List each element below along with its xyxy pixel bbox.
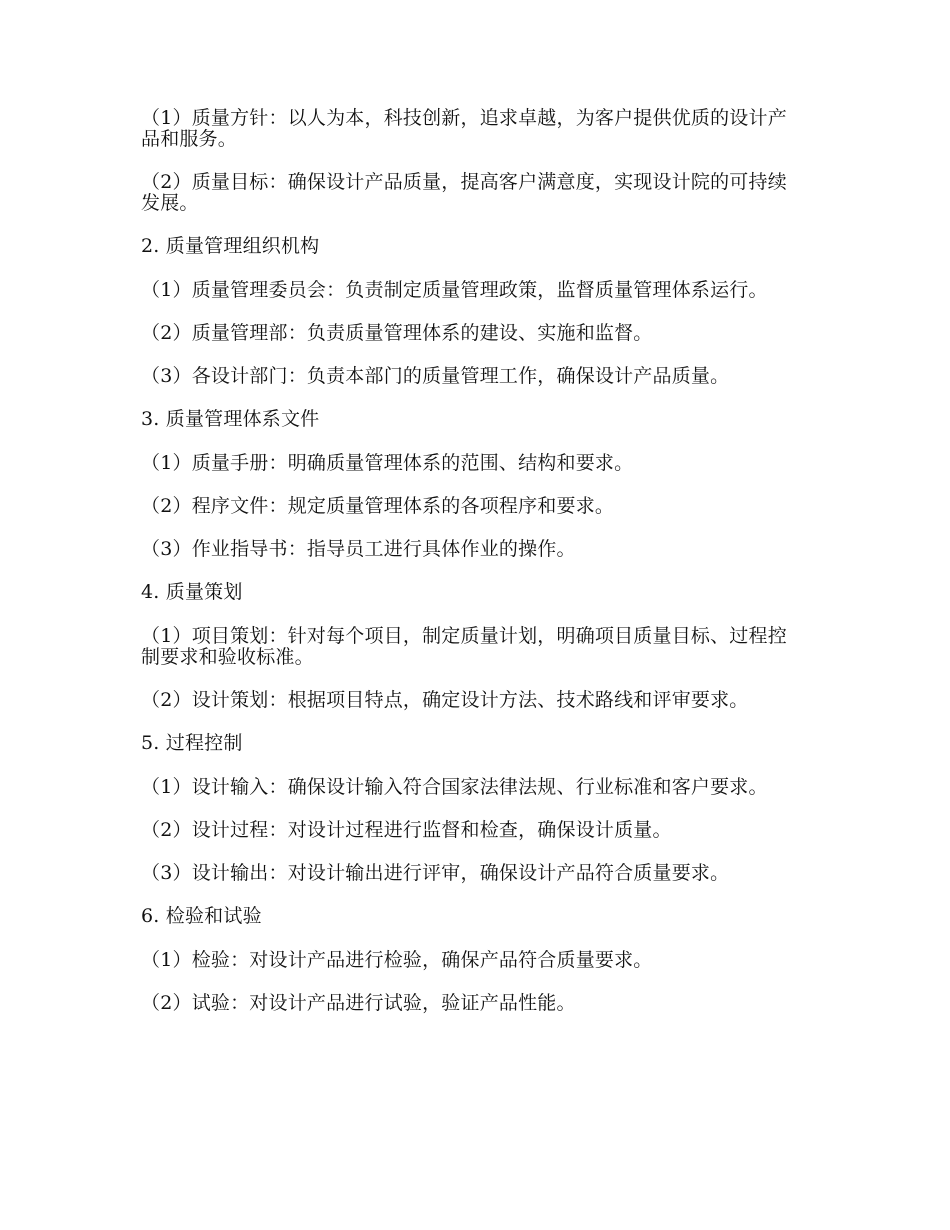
design-output-item: （3）设计输出：对设计输出进行评审，确保设计产品符合质量要求。 [141,862,730,884]
section-heading-inspection: 6. 检验和试验 [141,905,262,927]
quality-committee-item: （1）质量管理委员会：负责制定质量管理政策，监督质量管理体系运行。 [141,279,768,301]
inspection-item: （1）检验：对设计产品进行检验，确保产品符合质量要求。 [141,949,653,971]
quality-department-item: （2）质量管理部：负责质量管理体系的建设、实施和监督。 [141,322,653,344]
section-heading-planning: 4. 质量策划 [141,581,243,603]
design-planning-item: （2）设计策划：根据项目特点，确定设计方法、技术路线和评审要求。 [141,689,749,711]
section-heading-process-control: 5. 过程控制 [141,732,243,754]
section-heading-organization: 2. 质量管理组织机构 [141,235,320,257]
testing-item: （2）试验：对设计产品进行试验，验证产品性能。 [141,992,576,1014]
procedure-documents-item: （2）程序文件：规定质量管理体系的各项程序和要求。 [141,495,615,517]
quality-policy-item: （1）质量方针：以人为本，科技创新，追求卓越，为客户提供优质的设计产品和服务。 [141,107,787,150]
design-departments-item: （3）各设计部门：负责本部门的质量管理工作，确保设计产品质量。 [141,365,730,387]
design-process-item: （2）设计过程：对设计过程进行监督和检查，确保设计质量。 [141,819,672,841]
quality-manual-item: （1）质量手册：明确质量管理体系的范围、结构和要求。 [141,452,634,474]
work-instructions-item: （3）作业指导书：指导员工进行具体作业的操作。 [141,538,576,560]
design-input-item: （1）设计输入：确保设计输入符合国家法律法规、行业标准和客户要求。 [141,776,768,798]
quality-objective-item: （2）质量目标：确保设计产品质量，提高客户满意度，实现设计院的可持续发展。 [141,171,787,214]
section-heading-documents: 3. 质量管理体系文件 [141,408,320,430]
document-body [141,108,806,1036]
project-planning-item: （1）项目策划：针对每个项目，制定质量计划，明确项目质量目标、过程控制要求和验收标准。 [141,625,787,668]
